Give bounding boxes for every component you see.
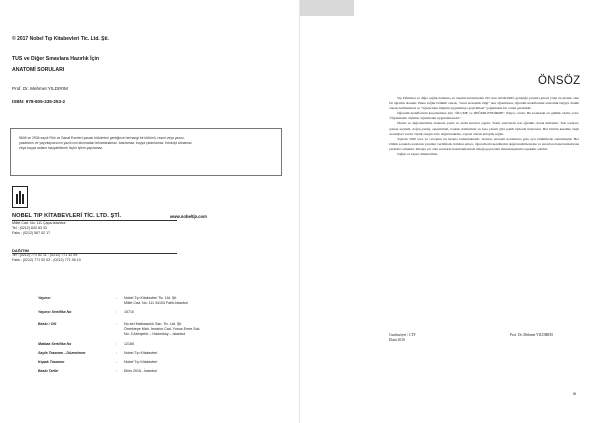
info-value: [124, 360, 254, 365]
info-label: Kapak Tasarımı: [38, 360, 65, 364]
isbn: ISBN: 978-605-335-253-2: [12, 99, 66, 104]
publisher-address: [12, 221, 65, 236]
legal-line-2: yazarların ve yayınlayıcısının yazılı izni alınmadan tekrarlanamaz, basılamaz, kopya çıkarılamaz, fotokopi alınamaz: [19, 141, 192, 145]
preface-paragraph: Öğrenim hedeflerinin karşılanması için "ÖLÇME ve DEĞERLENDİRME" ihtiyaç vardır. Bu konudaki en günlük ölçme yolu: "Öğrenilenin ölçümü, öğrenilenin uygulanmasıdır.": [389, 111, 579, 121]
info-value-line: Nobel Tıp Kitabevleri: [124, 351, 158, 355]
book-title-line2: ANATOMİ SORULARI: [12, 67, 65, 73]
info-value: [124, 369, 254, 374]
publisher-logo-icon: [12, 186, 28, 208]
info-separator: :: [116, 360, 117, 364]
info-value-line: 15710: [124, 310, 134, 314]
info-label: Sayfa Tasarımı - Düzenleme: [38, 351, 86, 355]
page-tab-strip: [300, 0, 354, 16]
signature-date: Ekim 2016: [389, 338, 405, 342]
copyright-line: © 2017 Nobel Tıp Kitabevleri Tic. Ltd. Şti.: [12, 36, 109, 42]
info-value-line: Örnektepe Mah. İmrahor Cad. Yunus Emre Sok.: [124, 327, 201, 331]
logo-bar: [22, 194, 24, 204]
info-value-line: Ekim 2016 - İstanbul: [124, 369, 157, 373]
info-label: Yayıncı: [38, 296, 51, 300]
info-value-line: Nobel Tıp Kitabevleri Tic. Ltd. Şti.: [124, 296, 178, 300]
page-number: III: [573, 391, 577, 396]
signature-author: Prof. Dr. Mehmet YILDIRIM: [510, 333, 553, 337]
info-separator: :: [116, 310, 117, 314]
info-value-line: 12165: [124, 342, 134, 346]
info-value: [124, 296, 254, 306]
distribution-title: DAĞITIM: [12, 248, 29, 253]
legal-line-1: 5846 ve 2936 sayılı Fikir ve Sanat Eserleri yasası hükümleri gereğince herhangi bir bölümü, resmi veya yazısı,: [19, 136, 185, 140]
legal-line-3: veya kopya anlamı taşıyabilecek hiçbir işlem yapılamaz.: [19, 146, 104, 150]
fax-line: Faks : (0212) 587 02 17: [12, 231, 51, 235]
logo-bar: [19, 191, 21, 204]
signature-place-date: [389, 333, 416, 343]
address-line: Millet Cad. No: 111 Çapa-İstanbul: [12, 221, 66, 225]
info-label: Yayıncı Sertifika No: [38, 310, 72, 314]
preface-paragraph: Tıp Fakültesi ve diğer sağlık dallarına en önemli derslerinden biri olan ANATOMİ, genişliği yanında görsel yönü ön planda olan bir öğretim alanıdır. Bunu sağlık bölümü olarak, "nasıl anatomik bilgi" tanı öğretilmesi, öğrenim hedeflerinin anatomik bilgiye dönük olarak belirlenmesi ve "öğrenciden bilginin uygulamaya geçirilmesi" yoğunluklu bir ortam gereklidir.: [389, 96, 579, 111]
right-page: [300, 0, 600, 423]
signature-place: Cumhuriyet / CTF: [389, 333, 416, 337]
info-value-line: Nobel Tıp Kitabevleri: [124, 360, 158, 364]
book-title: [12, 54, 99, 76]
phone-line: Tel : (0212) 632 83 33: [12, 226, 47, 230]
legal-notice-box: [10, 128, 282, 176]
info-value-line: No: 3 Altınşehir – Hadımköy – İstanbul: [124, 332, 186, 336]
info-value-line: Millet Cad. No: 111 34104 Fatih-İstanbul: [124, 301, 188, 305]
distribution-contacts: [12, 253, 81, 263]
info-separator: :: [116, 351, 117, 355]
book-title-line1: TUS ve Diğer Sınavlara Hazırlık İçin: [12, 56, 100, 62]
preface-paragraph: Ölçme ve değerlendirme alanında yazılı ve sözlü sınavlar yapılır. Yazılı sınavlarda test ağırlıklı olarak kullanılır. Test soruları; çoktan seçmeli, doğru-yanlış, eşleştirmeli, boşluk doldurmalı ve kısa yanıtlı gibi çeşitli tiplerde hazırlanır. Her birinin kendine özgü avantajları vardır. Optik okuyucu ile değerlendirme, sayısal olarak kolaylık sağlar.: [389, 121, 579, 136]
info-label: Baskı / Cilt: [38, 322, 57, 326]
info-label: Baskı Tarihi: [38, 369, 59, 373]
author-name: Prof. Dr. Mehmet YILDIRIM: [12, 86, 68, 91]
info-value: [124, 351, 254, 356]
preface-paragraph: Sağlık ve başarı dileklerimle.: [397, 152, 439, 157]
info-value: [124, 322, 254, 337]
distribution-phone: Tel : (0212) 771 52 11 - (0212) 771 32 09: [12, 253, 78, 257]
info-separator: :: [116, 296, 117, 300]
publisher-name: NOBEL TIP KİTABEVLERİ TİC. LTD. ŞTİ.: [12, 213, 122, 219]
preface-heading: ÖNSÖZ: [538, 75, 581, 87]
info-value: [124, 342, 254, 347]
info-value: [124, 310, 254, 315]
info-label: Matbaa Sertifika No: [38, 342, 72, 346]
publisher-website: www.nobeltip.com: [170, 214, 207, 219]
logo-bar: [16, 194, 18, 204]
preface-body: [389, 96, 579, 157]
info-separator: :: [116, 322, 117, 326]
info-separator: :: [116, 342, 117, 346]
distribution-fax: Faks : (0212) 771 52 03 - (0212) 771 06 10: [12, 258, 81, 262]
info-separator: :: [116, 369, 117, 373]
info-value-line: No-bel Matbaacılık San. Tic. Ltd. Şti.: [124, 322, 183, 326]
preface-paragraph: Toplam 3500 soru ve cevapları bu kitapta bulunmaktadır. Sorular, anatomi konularına göre ayrı bölümlerde sunulmuştur. Her bölüm sonunda soruların yanıtları verilmiştir. Kitabın amacı, öğrencilerin kendilerini değerlendirmelerine ve sınavlara hazırlanmalarına yardımcı olmaktır. Kitapta yer alan soruların hazırlanmasında emeği geçen tüm meslektaşlarıma teşekkür ederim.: [389, 136, 579, 151]
